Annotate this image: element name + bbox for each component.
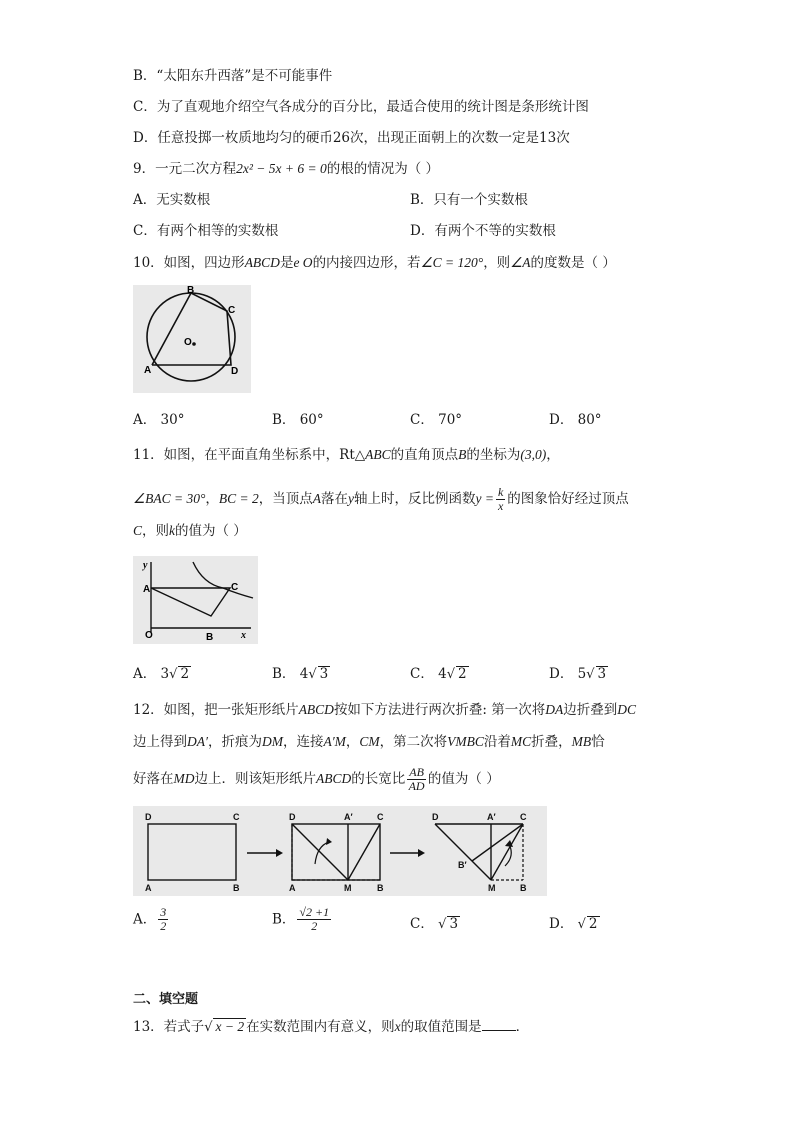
radicand: 3: [597, 666, 607, 682]
q12-line2: [133, 732, 605, 752]
q9-option-d: D．有两个不等的实数根: [410, 223, 556, 239]
letter: A．: [133, 911, 157, 928]
q11-option-c: [410, 664, 469, 685]
math: e O: [293, 255, 313, 270]
q9-option-a: A．无实数根: [133, 192, 211, 208]
denominator: 2: [160, 919, 167, 933]
math: ABCD: [244, 255, 280, 270]
coef: 3: [160, 666, 170, 682]
label-c2: C: [377, 812, 384, 822]
label-a: A: [144, 365, 152, 376]
label-o: O: [184, 337, 192, 348]
label-m2: M: [344, 883, 352, 893]
text: 的直角顶点: [390, 447, 459, 463]
denominator: x: [497, 499, 504, 513]
letter: A．: [133, 666, 157, 682]
text: ，: [345, 734, 360, 750]
q11-option-d: [549, 664, 608, 685]
center-point: [192, 342, 196, 346]
label-a: A: [143, 584, 151, 595]
text: 沿着: [483, 734, 511, 750]
text: ，: [205, 491, 219, 507]
math: MC: [510, 734, 532, 749]
radicand: x − 2: [215, 1019, 245, 1034]
text: 11．如图，在平面直角坐标系中，Rt△: [133, 447, 366, 463]
text: 的取值范围是: [400, 1019, 482, 1035]
radicand: 3: [449, 916, 459, 932]
text: 9．一元二次方程: [133, 161, 237, 177]
fold-arrow-head-1: [326, 838, 332, 845]
math: A′M: [323, 734, 346, 749]
q13-stem: [133, 1016, 529, 1038]
denominator: 2: [311, 919, 318, 933]
label-c: C: [228, 305, 236, 316]
q9-option-c: C．有两个相等的实数根: [133, 223, 279, 239]
arrow-2-head: [418, 849, 425, 857]
text: 的值为（ ）: [427, 771, 500, 787]
text: 的度数是（ ）: [530, 255, 616, 271]
text: 好落在: [133, 771, 174, 787]
text: ．: [515, 1019, 530, 1035]
fraction-ab-over-ad: [407, 766, 426, 793]
math: DM: [261, 734, 283, 749]
number: 26: [332, 130, 351, 146]
math: A: [312, 491, 321, 506]
numerator: 3: [160, 905, 167, 919]
math: k: [169, 523, 176, 538]
q11-option-b: [272, 664, 330, 685]
text: 次，出现正面朝上的次数一定是: [350, 130, 540, 146]
label-d: D: [231, 366, 239, 377]
radical-icon: √: [577, 917, 586, 932]
numerator: √2 +1: [299, 905, 330, 919]
text: 的值为（ ）: [175, 523, 247, 539]
label-a2: A: [289, 883, 296, 893]
label-b: B: [233, 883, 240, 893]
q8-option-b: B．“太阳东升西落”是不可能事件: [133, 68, 333, 84]
text: 10．如图，四边形: [133, 255, 245, 271]
rect-abcd: [148, 824, 236, 880]
text: ，则: [142, 523, 170, 539]
letter: B．: [272, 666, 296, 682]
math: x: [394, 1019, 401, 1034]
line-cm-3: [491, 824, 523, 880]
q12-option-d: [549, 914, 600, 935]
text: 边折叠到: [563, 702, 618, 718]
label-y: y: [143, 560, 148, 571]
math: CM: [359, 734, 380, 749]
text: 12．如图，把一张矩形纸片: [133, 702, 299, 718]
text: 恰: [591, 734, 605, 750]
fraction: [158, 906, 168, 933]
math: C: [133, 523, 143, 538]
label-d: D: [145, 812, 152, 822]
q9-option-b: B．只有一个实数根: [410, 192, 528, 208]
q10-option-a: A． 30°: [133, 412, 185, 428]
triangle-abc: [151, 588, 230, 616]
crease-dm-3: [435, 824, 491, 880]
label-c3: C: [520, 812, 527, 822]
radical-icon: √: [308, 667, 317, 682]
text: 边上．则该矩形纸片: [194, 771, 316, 787]
label-x: x: [241, 630, 246, 641]
q11-option-a: [133, 664, 191, 685]
q12-line3: [133, 766, 500, 793]
letter: C．: [410, 916, 434, 932]
math: BC = 2: [218, 491, 259, 506]
text: D．任意投掷一枚质地均匀的硬币: [133, 130, 333, 146]
radical-icon: √: [438, 917, 447, 932]
math: ∠C = 120°: [420, 255, 484, 270]
text: ，第二次将: [379, 734, 448, 750]
math: DC: [617, 702, 637, 717]
label-d2: D: [289, 812, 296, 822]
letter: B．: [272, 911, 296, 928]
line-cb-prime: [472, 824, 523, 861]
q10-option-d: D． 80°: [549, 412, 602, 428]
label-b: B: [206, 632, 214, 643]
math: ABC: [365, 447, 391, 462]
label-b3: B: [520, 883, 527, 893]
q12-line1: [133, 700, 636, 720]
math: (3,0): [520, 447, 547, 462]
line-cm: [348, 824, 380, 880]
crease-dm: [292, 824, 348, 880]
denominator: AD: [408, 779, 425, 793]
text: 折叠，: [531, 734, 572, 750]
letter: C．: [410, 666, 434, 682]
text: 按如下方法进行两次折叠: 第一次将: [333, 702, 546, 718]
text: 的坐标为: [466, 447, 521, 463]
fold-arrow-1: [315, 842, 329, 864]
text: 的图象恰好经过顶点: [507, 491, 629, 507]
text: 在实数范围内有意义，则: [246, 1019, 395, 1035]
math: ABCD: [298, 702, 334, 717]
q8-option-c: C．为了直观地介绍空气各成分的百分比，最适合使用的统计图是条形统计图: [133, 99, 589, 115]
q12-option-c: [410, 914, 460, 935]
label-c: C: [233, 812, 240, 822]
q9-stem: [133, 159, 439, 179]
arrow-1-head: [276, 849, 283, 857]
text: 是: [279, 255, 294, 271]
label-c: C: [231, 582, 239, 593]
label-b: B: [187, 285, 195, 296]
q10-option-c: C． 70°: [410, 412, 463, 428]
q11-figure: [133, 556, 258, 644]
fraction: [297, 906, 331, 933]
text: 次: [556, 130, 570, 146]
letter: D．: [549, 916, 574, 932]
rect-2: [292, 824, 380, 880]
hyperbola-curve: [193, 562, 253, 598]
label-a3p: A′: [487, 812, 496, 822]
text: 落在: [320, 491, 348, 507]
number: 13: [539, 130, 557, 146]
q8-option-d: [133, 128, 570, 148]
label-o: O: [145, 630, 153, 641]
q11-line1: [133, 445, 560, 465]
q10-option-b: B． 60°: [272, 412, 324, 428]
answer-blank[interactable]: [482, 1016, 516, 1031]
radicand: 2: [180, 666, 190, 682]
math: MB: [571, 734, 592, 749]
label-d3: D: [432, 812, 439, 822]
math: y: [347, 491, 354, 506]
q12-figure: [133, 806, 547, 896]
letter: D．: [549, 666, 574, 682]
label-m3: M: [488, 883, 496, 893]
coef: 5: [577, 666, 587, 682]
label-b2: B: [377, 883, 384, 893]
q10-stem: [133, 253, 616, 273]
math: B: [458, 447, 467, 462]
text: 轴上时，反比例函数: [353, 491, 476, 507]
text: 的内接四边形，若: [312, 255, 421, 271]
math: ∠A: [510, 255, 531, 270]
math: y =: [475, 491, 494, 506]
radicand: 2: [458, 666, 467, 682]
radical-icon: √: [586, 667, 595, 682]
equation: 2x² − 5x + 6 = 0: [236, 161, 327, 176]
radical-icon: √: [446, 667, 456, 682]
text: 边上得到: [133, 734, 187, 750]
section-title: 二、填空题: [133, 992, 199, 1007]
text: ，连接: [282, 734, 324, 750]
math: ABCD: [316, 771, 352, 786]
math: MD: [173, 771, 195, 786]
math: VMBC: [447, 734, 484, 749]
radical-icon: √: [169, 667, 178, 682]
q11-line2: [133, 486, 629, 513]
fraction-k-over-x: [496, 486, 505, 513]
text: ，则: [483, 255, 511, 271]
numerator: AB: [409, 765, 424, 779]
label-b3p: B′: [458, 860, 467, 870]
coef: 4: [438, 666, 447, 682]
text: 的长宽比: [351, 771, 406, 787]
label-a2p: A′: [344, 812, 353, 822]
text: ，: [546, 447, 560, 463]
q11-line3: [133, 521, 247, 541]
text: 的根的情况为（ ）: [326, 161, 440, 177]
q12-option-b: [272, 906, 333, 933]
coef: 4: [299, 666, 309, 682]
label-a: A: [145, 883, 152, 893]
q12-option-a: [133, 906, 170, 933]
text: 13．若式子: [133, 1019, 205, 1035]
radicand: 2: [588, 916, 598, 932]
radical-icon: √: [204, 1020, 213, 1035]
numerator: k: [497, 485, 504, 499]
q10-figure: [133, 285, 251, 393]
math: DA′: [187, 734, 208, 749]
radicand: 3: [319, 666, 329, 682]
math: ∠BAC = 30°: [133, 491, 206, 506]
math: DA: [545, 702, 564, 717]
text: ，当顶点: [258, 491, 313, 507]
text: ，折痕为: [207, 734, 262, 750]
